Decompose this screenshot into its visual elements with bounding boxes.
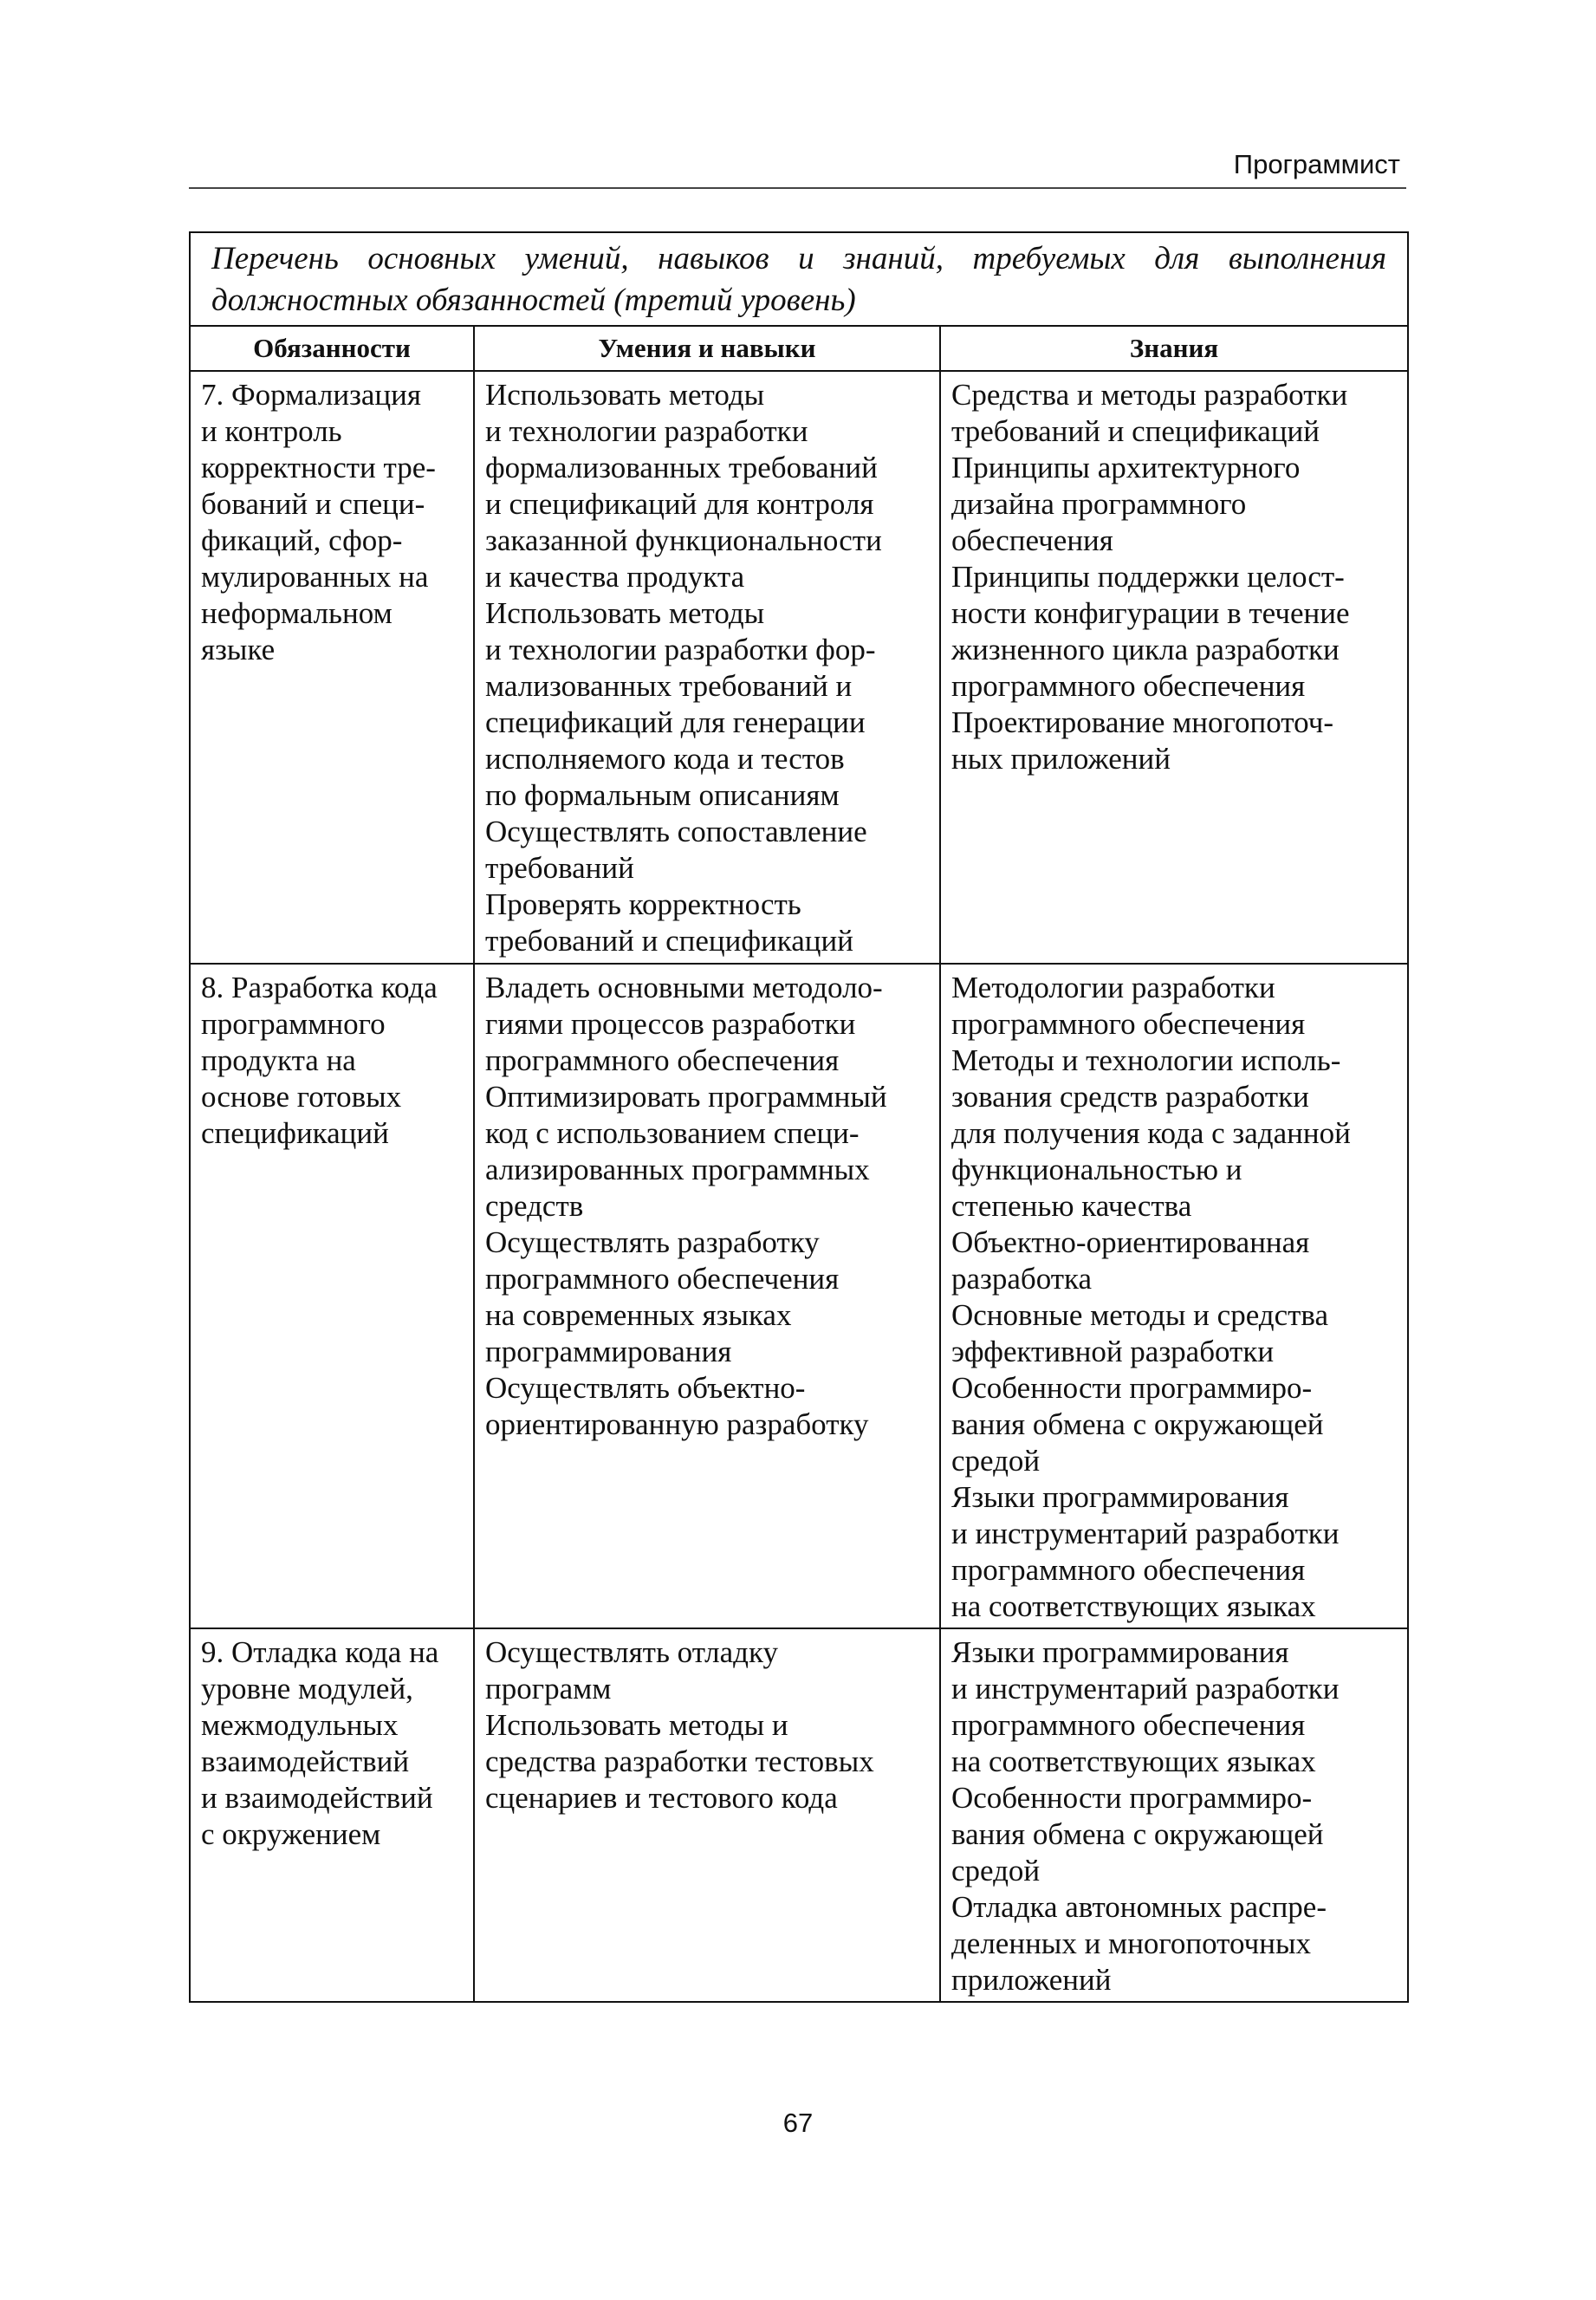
cell-line: программного обеспечения xyxy=(951,1553,1306,1587)
header-rule xyxy=(189,187,1406,189)
cell-line: 8. Разработка кода xyxy=(201,971,438,1004)
cell-line: Основные методы и средства xyxy=(951,1298,1329,1332)
cell-line: обеспечения xyxy=(951,523,1113,557)
cell-line: программ xyxy=(485,1672,612,1706)
cell-line: Особенности программиро- xyxy=(951,1781,1313,1815)
cell-line: взаимодействий xyxy=(201,1744,410,1778)
cell-line: бований и специ- xyxy=(201,487,425,521)
cell-line: жизненного цикла разработки xyxy=(951,633,1340,666)
cell-line: Средства и методы разработки xyxy=(951,378,1348,412)
cell-skills xyxy=(474,1628,940,2002)
cell-line: на соответствующих языках xyxy=(951,1744,1316,1778)
cell-line: уровне модулей, xyxy=(201,1672,413,1706)
cell-line: программного обеспечения xyxy=(951,1007,1306,1041)
table-title-line: должностных обязанностей (третий уровень) xyxy=(211,283,856,318)
cell-line: для получения кода с заданной xyxy=(951,1116,1351,1150)
cell-line: исполняемого кода и тестов xyxy=(485,742,845,776)
cell-line: основе готовых xyxy=(201,1080,402,1114)
cell-line: Принципы архитектурного xyxy=(951,451,1301,484)
cell-line: Использовать методы и xyxy=(485,1708,788,1742)
cell-line: программного обеспечения xyxy=(951,669,1306,703)
cell-line: разработка xyxy=(951,1262,1093,1296)
cell-line: мализованных требований и xyxy=(485,669,853,703)
table-title-row xyxy=(190,232,1408,326)
cell-line: вания обмена с окружающей xyxy=(951,1817,1324,1851)
cell-line: спецификаций для генерации xyxy=(485,705,866,739)
cell-line: Владеть основными методоло- xyxy=(485,971,883,1004)
cell-line: ориентированную разработку xyxy=(485,1407,869,1441)
cell-line: требований и спецификаций xyxy=(485,924,853,958)
cell-line: дизайна программного xyxy=(951,487,1247,521)
cell-line: вания обмена с окружающей xyxy=(951,1407,1324,1441)
cell-line: Языки программирования xyxy=(951,1480,1289,1514)
cell-line: деленных и многопоточных xyxy=(951,1926,1311,1960)
cell-duty xyxy=(190,1628,474,2002)
cell-knowledge xyxy=(940,964,1408,1628)
cell-line: 7. Формализация xyxy=(201,378,421,412)
cell-skills xyxy=(474,371,940,964)
cell-line: неформальном xyxy=(201,596,393,630)
cell-line: по формальным описаниям xyxy=(485,778,840,812)
cell-line: Языки программирования xyxy=(951,1635,1289,1669)
table-title xyxy=(190,232,1408,326)
cell-line: программного xyxy=(201,1007,386,1041)
cell-line: Осуществлять сопоставление xyxy=(485,815,867,848)
cell-line: зования средств разработки xyxy=(951,1080,1309,1114)
cell-line: средой xyxy=(951,1444,1041,1478)
cell-line: формализованных требований xyxy=(485,451,878,484)
cell-line: спецификаций xyxy=(201,1116,389,1150)
cell-line: программного обеспечения xyxy=(485,1043,840,1077)
column-header-duties: Обязанности xyxy=(190,326,474,371)
cell-line: фикаций, сфор- xyxy=(201,523,403,557)
skills-table xyxy=(189,231,1409,2003)
cell-duty xyxy=(190,964,474,1628)
cell-line: корректности тре- xyxy=(201,451,436,484)
page-number: 67 xyxy=(782,2108,814,2138)
table-title-line: Перечень основных умений, навыков и знаний, требуемых для выполнения xyxy=(211,241,1387,276)
cell-line: средства разработки тестовых xyxy=(485,1744,874,1778)
cell-line: Объектно-ориентированная xyxy=(951,1225,1310,1259)
cell-line: и взаимодействий xyxy=(201,1781,433,1815)
cell-line: гиями процессов разработки xyxy=(485,1007,856,1041)
cell-line: Использовать методы xyxy=(485,378,765,412)
cell-line: продукта на xyxy=(201,1043,356,1077)
cell-line: мулированных на xyxy=(201,560,429,594)
cell-line: эффективной разработки xyxy=(951,1335,1275,1368)
cell-line: Использовать методы xyxy=(485,596,765,630)
cell-knowledge xyxy=(940,371,1408,964)
cell-line: функциональностью и xyxy=(951,1153,1242,1186)
cell-line: Осуществлять отладку xyxy=(485,1635,778,1669)
cell-line: и контроль xyxy=(201,414,342,448)
cell-line: средой xyxy=(951,1854,1041,1887)
cell-line: сценариев и тестового кода xyxy=(485,1781,838,1815)
cell-line: Проектирование многопоточ- xyxy=(951,705,1333,739)
cell-line: с окружением xyxy=(201,1817,381,1851)
column-header-knowledge: Знания xyxy=(940,326,1408,371)
cell-line: заказанной функциональности xyxy=(485,523,882,557)
cell-line: 9. Отладка кода на xyxy=(201,1635,439,1669)
cell-line: Отладка автономных распре- xyxy=(951,1890,1327,1924)
cell-line: программного обеспечения xyxy=(951,1708,1306,1742)
cell-skills xyxy=(474,964,940,1628)
cell-line: и технологии разработки xyxy=(485,414,808,448)
table-row xyxy=(190,371,1408,964)
cell-line: код с использованием специ- xyxy=(485,1116,860,1150)
cell-knowledge xyxy=(940,1628,1408,2002)
cell-line: ализированных программных xyxy=(485,1153,870,1186)
cell-line: на современных языках xyxy=(485,1298,792,1332)
cell-line: и спецификаций для контроля xyxy=(485,487,874,521)
column-header-skills: Умения и навыки xyxy=(474,326,940,371)
cell-line: ности конфигурации в течение xyxy=(951,596,1350,630)
cell-line: программирования xyxy=(485,1335,732,1368)
running-head: Программист xyxy=(1233,149,1400,179)
table-row xyxy=(190,964,1408,1628)
cell-line: приложений xyxy=(951,1963,1112,1997)
cell-line: требований и спецификаций xyxy=(951,414,1320,448)
cell-duty xyxy=(190,371,474,964)
cell-line: Особенности программиро- xyxy=(951,1371,1313,1405)
table-row xyxy=(190,1628,1408,2002)
cell-line: на соответствующих языках xyxy=(951,1589,1316,1623)
cell-line: Методологии разработки xyxy=(951,971,1275,1004)
cell-line: и технологии разработки фор- xyxy=(485,633,876,666)
cell-line: Принципы поддержки целост- xyxy=(951,560,1345,594)
cell-line: средств xyxy=(485,1189,584,1223)
table-header-row xyxy=(190,326,1408,371)
cell-line: Проверять корректность xyxy=(485,887,801,921)
cell-line: и инструментарий разработки xyxy=(951,1672,1340,1706)
cell-line: языке xyxy=(201,633,276,666)
cell-line: ных приложений xyxy=(951,742,1171,776)
cell-line: степенью качества xyxy=(951,1189,1192,1223)
cell-line: межмодульных xyxy=(201,1708,399,1742)
cell-line: и инструментарий разработки xyxy=(951,1517,1340,1550)
cell-line: требований xyxy=(485,851,634,885)
cell-line: Осуществлять объектно- xyxy=(485,1371,806,1405)
cell-line: и качества продукта xyxy=(485,560,745,594)
cell-line: Осуществлять разработку xyxy=(485,1225,820,1259)
cell-line: Методы и технологии исполь- xyxy=(951,1043,1341,1077)
cell-line: программного обеспечения xyxy=(485,1262,840,1296)
cell-line: Оптимизировать программный xyxy=(485,1080,887,1114)
